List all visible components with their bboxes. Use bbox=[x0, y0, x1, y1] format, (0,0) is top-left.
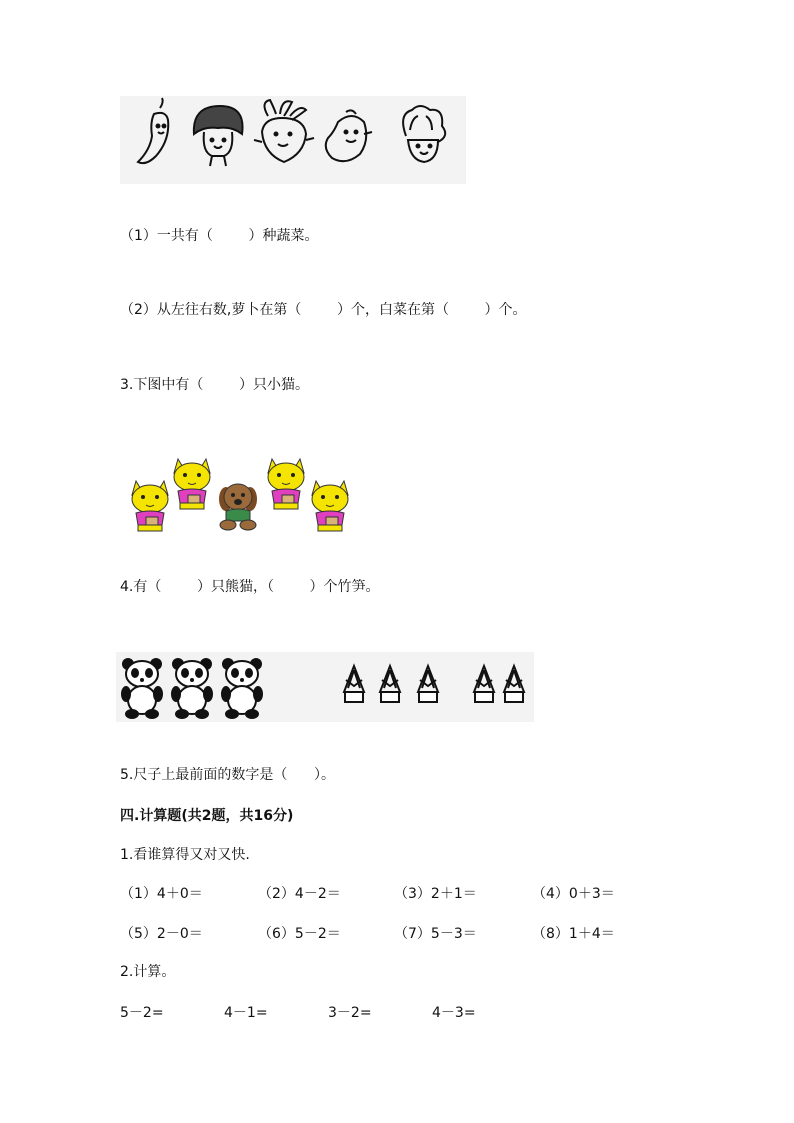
bamboo-shoot-icon bbox=[344, 666, 364, 702]
mushroom-icon bbox=[194, 106, 243, 166]
calc-1-item: （8）1＋4＝ bbox=[532, 926, 615, 942]
bamboo-shoot-icon bbox=[380, 666, 400, 702]
calc-1-item: （2）4－2＝ bbox=[258, 886, 341, 902]
calc-2-title: 2.计算。 bbox=[120, 964, 176, 980]
calc-1-item: （4）0＋3＝ bbox=[532, 886, 615, 902]
pepper-icon bbox=[138, 98, 168, 163]
question-5: 5.尺子上最前面的数字是（ ）。 bbox=[120, 767, 336, 783]
calc-1-item: （1）4＋0＝ bbox=[120, 886, 203, 902]
pandas-bamboo-figure bbox=[116, 652, 534, 722]
question-veg-position: （2）从左往右数,萝卜在第（ ）个，白菜在第（ ）个。 bbox=[120, 302, 527, 318]
cabbage-icon bbox=[403, 106, 445, 162]
panda-icon bbox=[221, 658, 263, 719]
bamboo-shoot-icon bbox=[474, 666, 494, 702]
calc-2-item: 4－3= bbox=[432, 1005, 476, 1021]
cats-figure bbox=[120, 455, 360, 535]
dog-icon bbox=[219, 484, 257, 530]
bamboo-shoot-icon bbox=[504, 666, 524, 702]
question-veg-count: （1）一共有（ ）种蔬菜。 bbox=[120, 228, 319, 244]
calc-1-item: （3）2＋1＝ bbox=[394, 886, 477, 902]
section-4-title: 四.计算题(共2题，共16分) bbox=[120, 808, 294, 824]
bamboo-shoot-icon bbox=[418, 666, 438, 702]
calc-1-item: （6）5－2＝ bbox=[258, 926, 341, 942]
cat-icon bbox=[312, 481, 348, 531]
calc-2-item: 3－2= bbox=[328, 1005, 372, 1021]
calc-1-title: 1.看谁算得又对又快. bbox=[120, 847, 250, 863]
vegetables-figure bbox=[120, 96, 466, 184]
panda-icon bbox=[171, 658, 213, 719]
calc-2-item: 4－1= bbox=[224, 1005, 268, 1021]
question-3: 3.下图中有（ ）只小猫。 bbox=[120, 377, 309, 393]
question-4: 4.有（ ）只熊猫，（ ）个竹笋。 bbox=[120, 579, 380, 595]
cat-icon bbox=[268, 459, 304, 509]
radish-icon bbox=[254, 100, 314, 162]
eggplant-icon bbox=[326, 110, 372, 161]
panda-icon bbox=[121, 658, 163, 719]
cat-icon bbox=[132, 481, 168, 531]
calc-2-item: 5－2= bbox=[120, 1005, 164, 1021]
calc-1-item: （7）5－3＝ bbox=[394, 926, 477, 942]
calc-1-item: （5）2－0＝ bbox=[120, 926, 203, 942]
cat-icon bbox=[174, 459, 210, 509]
